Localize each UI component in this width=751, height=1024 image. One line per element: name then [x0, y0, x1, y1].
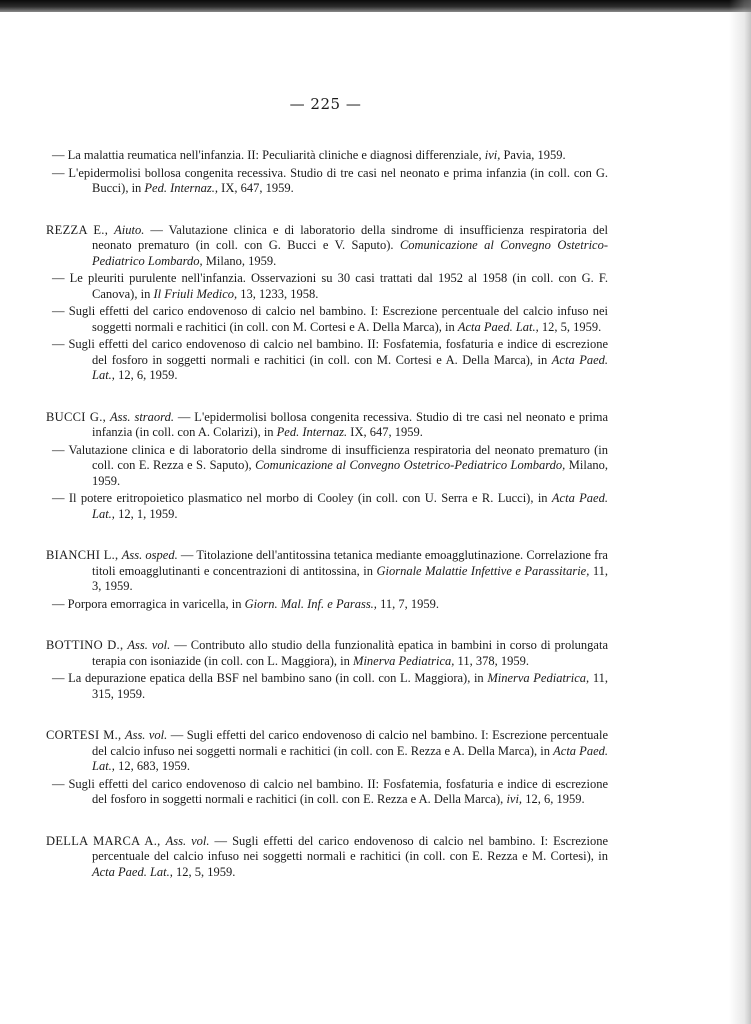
author-section: [46, 548, 608, 612]
bibliography-entry: [46, 443, 608, 490]
author-name: DELLA MARCA A.,: [46, 833, 161, 848]
citation-italic: Ped. Internaz.,: [144, 181, 219, 195]
citation-italic: Acta Paed. Lat.,: [92, 743, 608, 773]
author-role: Ass. straord.: [110, 409, 174, 424]
citation-text: — Sugli effetti del carico endovenoso di calcio nel bambino. I: Escrezione percentuale del calcio infuso nei soggetti normali e rachitici (in coll. con M. Cortesi e A. Della Marca), in: [52, 304, 608, 334]
citation-italic: Il Friuli Medico,: [153, 286, 238, 301]
citation-text: — Sugli effetti del carico endovenoso di calcio nel bambino. I: Escrezione percentuale del calcio infuso nei soggetti normali e rachitici (in coll. con E. Rezza e A. Della Marca), in: [92, 728, 608, 758]
citation-text: 12, 6, 1959.: [114, 368, 178, 382]
citation-text: Milano, 1959.: [202, 253, 277, 268]
citation-italic: ivi,: [484, 148, 501, 162]
bibliography-entry: [46, 638, 608, 669]
author-role: Ass. vol.: [124, 728, 168, 742]
author-name: CORTESI M.,: [46, 728, 122, 742]
bibliography-entry: [46, 223, 608, 270]
citation-italic: Giorn. Mal. Inf. e Parass.,: [244, 596, 377, 611]
citation-italic: Giornale Malattie Infettive e Parassitarie,: [376, 563, 590, 578]
citation-italic: Acta Paed. Lat.,: [92, 864, 173, 879]
citation-italic: Acta Paed. Lat.,: [457, 319, 539, 334]
citation-text: — Titolazione dell'antitossina tetanica mediante emoagglutinazione. Correlazione fra titoli emoagglutinanti e concentrazioni di antitossina, in: [92, 548, 608, 578]
citation-text: 12, 6, 1959.: [522, 792, 585, 806]
author-name: REZZA E.,: [46, 222, 109, 237]
bibliography-entry: [46, 166, 608, 197]
citation-text: Milano, 1959.: [92, 458, 609, 488]
citation-text: — Valutazione clinica e di laboratorio della sindrome di insufficienza respiratoria del neonato prematuro (in coll. con G. Bucci e V. Saputo).: [92, 222, 609, 252]
bibliography-entry: [46, 777, 608, 808]
author-role: Ass. osped.: [121, 548, 178, 562]
author-section: [46, 410, 608, 523]
citation-text: 12, 1, 1959.: [114, 506, 178, 521]
citation-text: 12, 5, 1959.: [538, 319, 602, 334]
citation-text: — Sugli effetti del carico endovenoso di calcio nel bambino. II: Fosfatemia, fosfaturia e indice di escrezione del fosforo in soggetti normali e rachitici (in coll. con M. Cortesi e A. Della Marca), in: [52, 337, 608, 367]
author-name: BOTTINO D.,: [46, 638, 124, 652]
citation-italic: Comunicazione al Convegno Ostetrico-Pediatrico Lombardo,: [92, 238, 608, 268]
citation-italic: Acta Paed. Lat.,: [92, 352, 608, 382]
bibliography-entry: [46, 597, 608, 613]
citation-italic: Minerva Pediatrica,: [353, 653, 455, 668]
citation-text: 11, 315, 1959.: [92, 671, 608, 701]
author-name: BIANCHI L.,: [46, 548, 119, 562]
author-role: Ass. vol.: [127, 638, 171, 652]
citation-text: — L'epidermolisi bollosa congenita recessiva. Studio di tre casi nel neonato e prima infanzia (in coll. con A. Colarizi), in: [92, 409, 609, 439]
citation-text: — Sugli effetti del carico endovenoso di calcio nel bambino. II: Fosfatemia, fosfaturia e indice di escrezione del fosforo in soggetti normali e rachitici (in coll. con E. Rezza e A. Della Marca),: [52, 776, 608, 806]
citation-text: — Sugli effetti del carico endovenoso di calcio nel bambino. I: Escrezione percentuale del calcio infuso nei soggetti normali e rachitici (in coll. con E. Rezza e M. Cortesi), in: [92, 833, 608, 863]
bibliography-entry: [46, 410, 608, 441]
citation-italic: Minerva Pediatrica,: [487, 671, 590, 685]
citation-text: 11, 378, 1959.: [454, 653, 529, 668]
citation-text: IX, 647, 1959.: [218, 181, 294, 195]
author-section: [46, 834, 608, 881]
bibliography-entry: [46, 671, 608, 702]
author-role: Aiuto.: [114, 222, 145, 237]
citation-text: — Valutazione clinica e di laboratorio della sindrome di insufficienza respiratoria del neonato prematuro (in coll. con E. Rezza e S. Saputo),: [52, 442, 608, 472]
citation-text: — Le pleuriti purulente nell'infanzia. Osservazioni su 30 casi trattati dal 1952 al 1958 (in coll. con G. F. Canova), in: [52, 271, 608, 301]
citation-text: 12, 5, 1959.: [172, 864, 236, 879]
bibliography-list: [46, 148, 608, 906]
author-name: BUCCI G.,: [46, 409, 107, 424]
citation-text: — Il potere eritropoietico plasmatico nel morbo di Cooley (in coll. con U. Serra e R. Lucci), in: [52, 491, 552, 505]
citation-text: 13, 1233, 1958.: [237, 286, 319, 301]
citation-text: 12, 683, 1959.: [114, 759, 190, 773]
citation-text: Pavia, 1959.: [500, 148, 566, 162]
author-section: [46, 223, 608, 384]
citation-text: — Contributo allo studio della funzionalità epatica in bambini in corso di prolungata terapia con isoniazide (in coll. con L. Maggiora), in: [92, 638, 609, 668]
citation-text: — Porpora emorragica in varicella, in: [52, 596, 245, 611]
citation-text: — La depurazione epatica della BSF nel bambino sano (in coll. con L. Maggiora), in: [52, 671, 488, 685]
citation-italic: ivi,: [506, 792, 523, 806]
bibliography-entry: [46, 728, 608, 775]
bibliography-entry: [46, 834, 608, 881]
scan-right-edge: [729, 0, 751, 1024]
citation-text: 11, 3, 1959.: [92, 563, 608, 593]
bibliography-entry: [46, 148, 608, 164]
bibliography-entry: [46, 271, 608, 302]
bibliography-entry: [46, 548, 608, 595]
citation-text: 11, 7, 1959.: [376, 596, 439, 611]
bibliography-entry: [46, 337, 608, 384]
author-section: [46, 728, 608, 808]
bibliography-entry: [46, 491, 608, 522]
citation-italic: Ped. Internaz.: [276, 425, 348, 439]
page-number: — 225 —: [289, 95, 362, 113]
author-role: Ass. vol.: [165, 833, 210, 848]
scan-top-border: [0, 0, 751, 12]
citation-italic: Comunicazione al Convegno Ostetrico-Pediatrico Lombardo,: [255, 458, 566, 472]
citation-text: — L'epidermolisi bollosa congenita recessiva. Studio di tre casi nel neonato e prima infanzia (in coll. con G. Bucci), in: [52, 165, 608, 195]
bibliography-entry: [46, 304, 608, 335]
author-section: [46, 638, 608, 702]
citation-text: — La malattia reumatica nell'infanzia. II: Peculiarità cliniche e diagnosi differenziale,: [52, 148, 485, 162]
citation-text: IX, 647, 1959.: [347, 425, 423, 439]
citation-italic: Acta Paed. Lat.,: [92, 491, 608, 521]
author-section: [46, 148, 608, 197]
